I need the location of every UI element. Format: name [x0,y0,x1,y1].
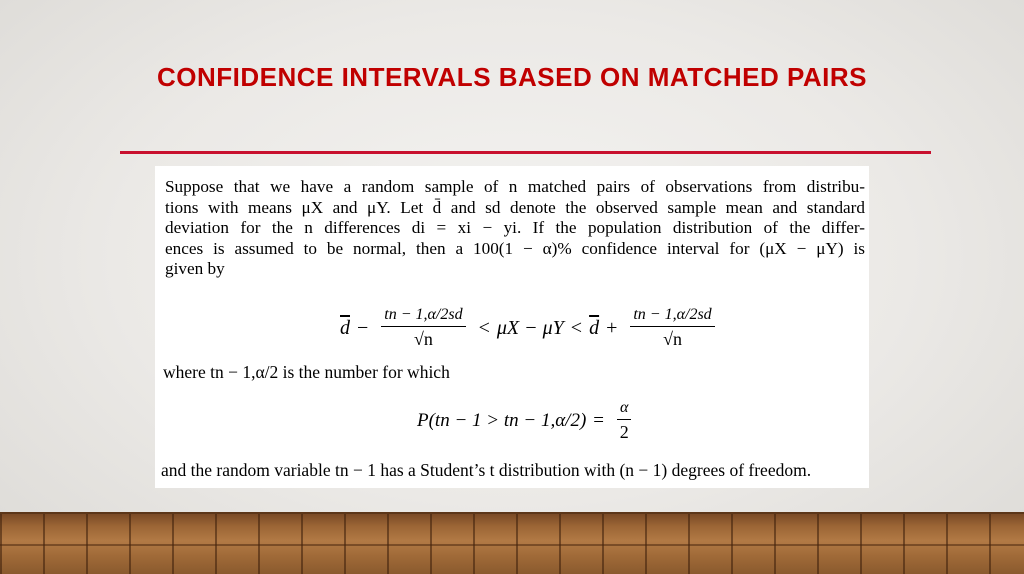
minus-sign: − [357,316,369,339]
mean-difference: μX − μY [496,316,564,339]
alpha-numerator: α [617,399,631,420]
slide-title: CONFIDENCE INTERVALS BASED ON MATCHED PAIRS [156,62,868,92]
fraction-left [381,306,465,350]
para-line-1: Suppose that we have a random sample of n matched pairs of observations from distribu- [165,177,865,196]
probability-formula [417,399,637,443]
title-underline [120,151,931,154]
text-image-box [155,166,869,488]
para-line-3: deviation for the n differences di = xi − yi. If the population distribution of the differ- [165,218,865,237]
less-than-2: < [570,316,583,339]
where-line: where tn − 1,α/2 is the number for which [163,362,450,382]
d-bar-right: $\overline{d}$ [589,316,600,339]
intro-paragraph [165,177,865,280]
fraction-right-denominator: √n [663,329,682,349]
para-line-5: given by [165,259,225,278]
two-denominator: 2 [619,422,629,442]
fraction-right [630,306,714,350]
fraction-left-numerator: tn − 1,α/2sd [381,306,465,327]
para-line-2: tions with means μX and μY. Let d̄ and sd denote the observed sample mean and standard [165,197,865,217]
fraction-left-denominator: √n [413,329,433,349]
plus-sign: + [606,316,618,339]
probability-lhs: P(tn − 1 > tn − 1,α/2) [417,410,587,431]
para-line-4: ences is assumed to be normal, then a 100(1 − α)% confidence interval for (μX − μY) is [165,238,865,258]
less-than-1: < [478,316,490,339]
confidence-interval-formula [340,300,721,356]
alpha-over-two [617,399,631,443]
fraction-right-numerator: tn − 1,α/2sd [630,306,714,327]
d-bar-left: $\overline{d}$ [340,316,350,339]
distribution-line: and the random variable tn − 1 has a Student’s t distribution with (n − 1) degrees of freedom. [161,460,812,480]
wooden-floor [0,514,1024,574]
equals-sign: = [593,410,605,431]
